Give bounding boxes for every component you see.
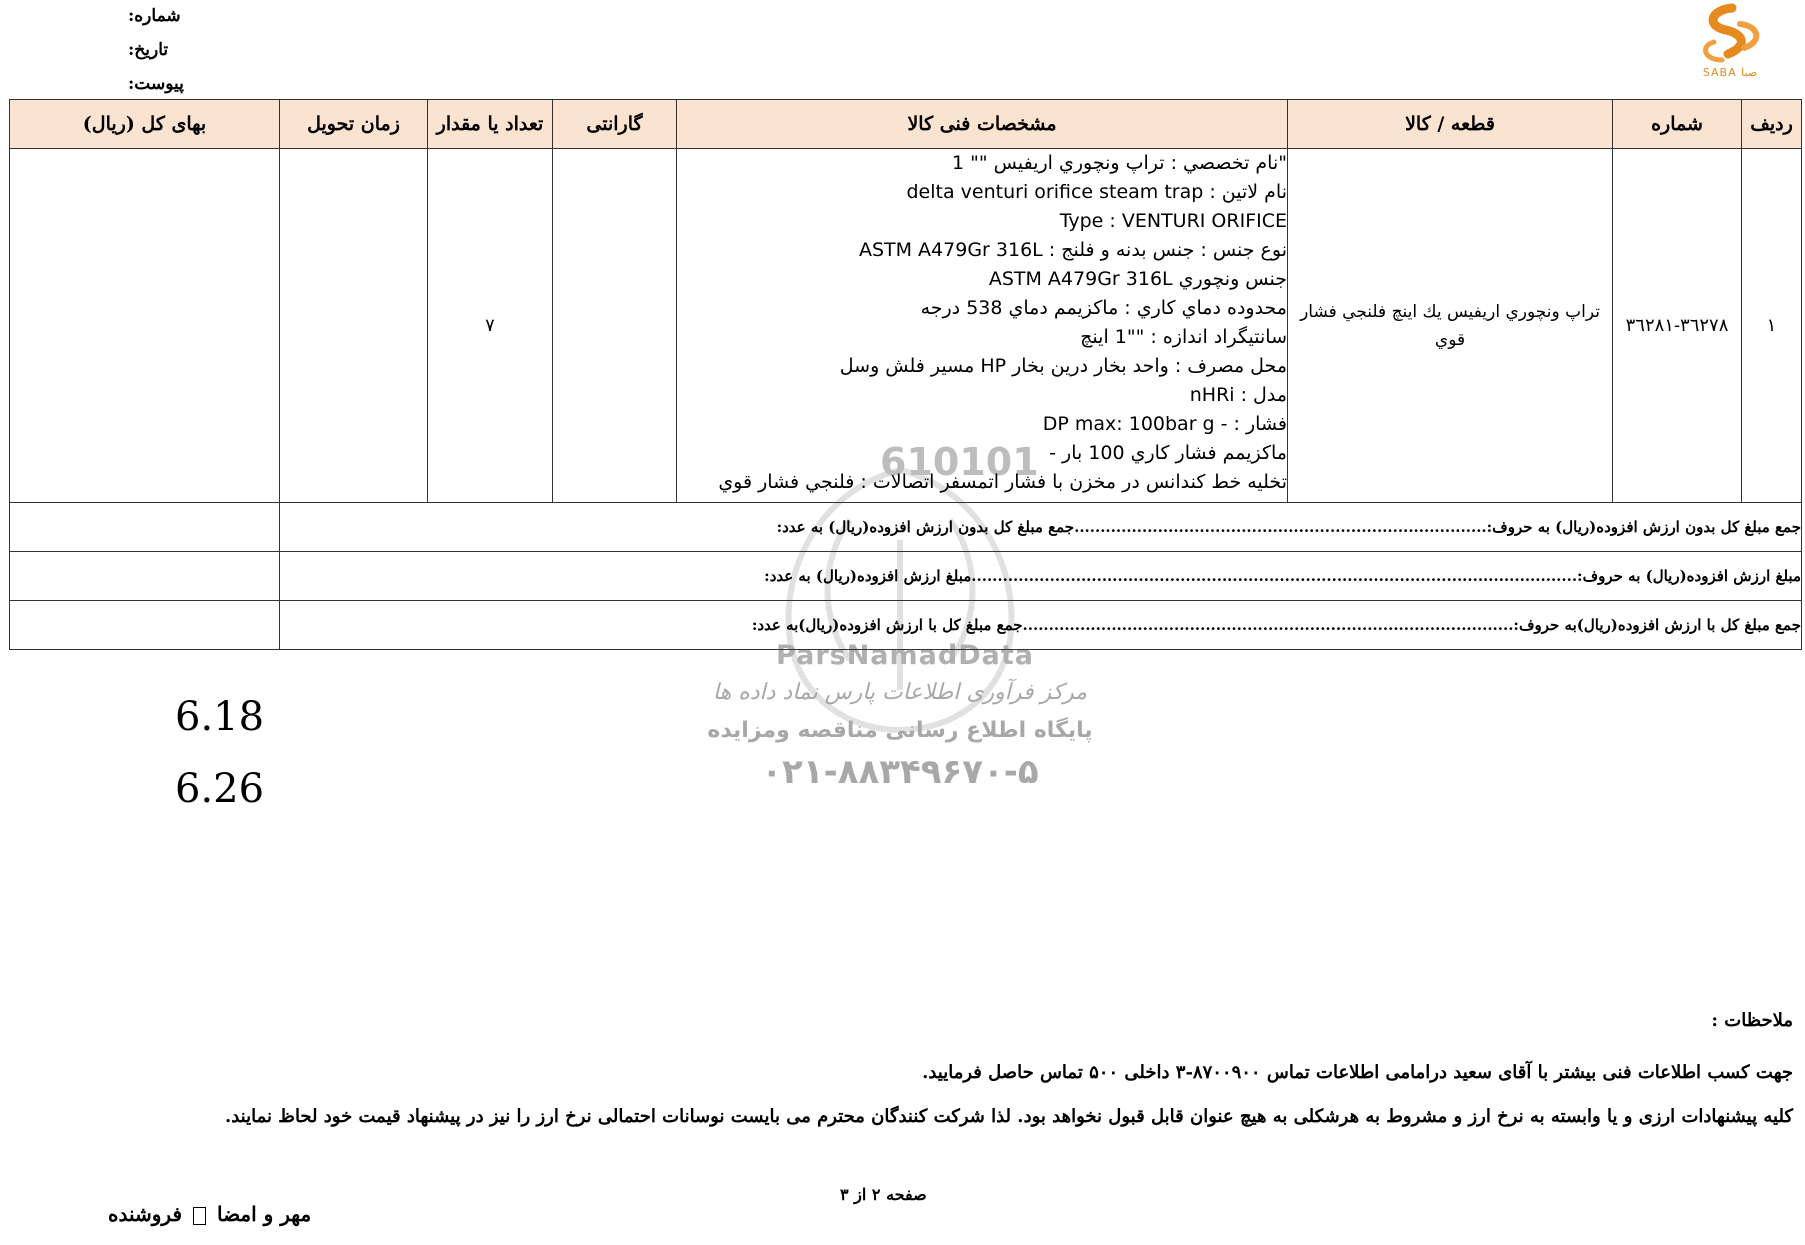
cell-total-price — [10, 149, 280, 503]
number-label: شماره: — [128, 6, 181, 26]
summary-row — [10, 552, 1802, 601]
summary-label — [280, 601, 1802, 650]
watermark-code: 610101 — [880, 440, 1039, 484]
side-number: 6.18 — [175, 694, 265, 740]
header-total-price: بهای کل (ریال) — [10, 100, 280, 149]
sign-suffix: فروشنده — [108, 1202, 183, 1226]
spec-line: "نام تخصصي : تراپ ونچوري اريفيس "" 1 — [951, 152, 1287, 174]
spec-line: نام لاتين : delta venturi orifice steam trap — [906, 181, 1287, 203]
spec-line: محدوده دماي كاري : ماكزيمم دماي 538 درجه — [920, 297, 1287, 319]
summary-digits: جمع مبلغ کل با ارزش افزوده(ریال)به عدد: — [751, 616, 1023, 634]
spec-line: فشار : - DP max: 100bar g — [1042, 413, 1287, 435]
header-part: قطعه / كالا — [1288, 100, 1613, 149]
summary-row — [10, 601, 1802, 650]
spec-line: ماكزيمم فشار كاري 100 بار - — [1049, 442, 1287, 464]
cell-number: ٣٦٢٧٨-٣٦٢٨١ — [1613, 149, 1742, 503]
cell-delivery — [280, 149, 428, 503]
cell-quantity: ٧ — [428, 149, 553, 503]
summary-label — [280, 552, 1802, 601]
summary-digits: جمع مبلغ کل بدون ارزش افزوده(ریال) به عدد: — [776, 518, 1075, 536]
header-guarantee: گارانتی — [553, 100, 677, 149]
summary-words: جمع مبلغ کل بدون ارزش افزوده(ریال) به حروف:............................................................................... — [1074, 518, 1801, 536]
table-row — [10, 149, 1802, 503]
spec-line: نوع جنس : جنس بدنه و فلنج : ASTM A479Gr 316L — [858, 239, 1287, 261]
spec-line: تخليه خط كندانس در مخزن با فشار اتمسفر اتصالات : فلنجي فشار قوي — [718, 471, 1287, 493]
watermark-phone: ۰۲۱-۸۸۳۴۹۶۷۰-۵ — [761, 752, 1039, 792]
cell-part: تراپ ونچوري اريفيس يك اينچ فلنجي فشار قوي — [1288, 149, 1613, 503]
checkbox-icon — [193, 1207, 206, 1225]
summary-label — [280, 503, 1802, 552]
header-radif: رديف — [1742, 100, 1802, 149]
sign-prefix: مهر و امضا — [216, 1202, 312, 1226]
summary-value — [10, 601, 280, 650]
page-number: صفحه ۲ از ۳ — [840, 1185, 927, 1204]
header-quantity: تعداد یا مقدار — [428, 100, 553, 149]
note-line: جهت کسب اطلاعات فنی بیشتر با آقای سعید درامامی اطلاعات تماس ۸۷۰۰۹۰۰-۳ داخلی ۵۰۰ تماس حاصل فرمایید. — [922, 1062, 1793, 1083]
summary-words: مبلغ ارزش افزوده(ریال) به حروف:.................................................................................................................... — [971, 567, 1801, 585]
spec-line: مدل : nHRi — [1189, 384, 1287, 406]
summary-words: جمع مبلغ کل با ارزش افزوده(ریال)به حروف:.............................................................................................. — [1022, 616, 1801, 634]
summary-row — [10, 503, 1802, 552]
date-label: تاريخ: — [128, 40, 169, 60]
watermark-line1: مرکز فرآوری اطلاعات پارس نماد داده ها — [712, 680, 1088, 705]
signature-line — [108, 1202, 311, 1226]
note-line: کلیه پیشنهادات ارزی و یا وابسته به نرخ ارز و مشروط به هرشکلی به هیچ عنوان قابل قبول نخواهد بود. لذا شرکت کنندگان محترم می بایست نوسانات احتمالی نرخ ارز را نیز در پیشنهاد قیمت خود لحاظ نمایند. — [224, 1106, 1793, 1127]
header-spec: مشخصات فنی كالا — [677, 100, 1288, 149]
spec-line: Type : VENTURI ORIFICE — [1059, 210, 1287, 232]
logo-text: SABA صبا — [1702, 66, 1758, 79]
summary-value — [10, 503, 280, 552]
cell-spec — [677, 149, 1288, 503]
cell-radif: ١ — [1742, 149, 1802, 503]
watermark-title: ParsNamadData — [776, 640, 1034, 671]
spec-line: سانتيگراد اندازه : ""1 اينچ — [1080, 326, 1287, 348]
table-header-row — [10, 100, 1802, 149]
items-table — [9, 99, 1802, 650]
watermark-line2: پایگاه اطلاع رسانی مناقصه ومزایده — [707, 718, 1093, 743]
summary-digits: مبلغ ارزش افزوده(ریال) به عدد: — [764, 567, 972, 585]
side-number: 6.26 — [175, 766, 265, 812]
header-number: شماره — [1613, 100, 1742, 149]
summary-value — [10, 552, 280, 601]
header-delivery: زمان تحویل — [280, 100, 428, 149]
spec-line: محل مصرف : واحد بخار درين بخار HP مسير فلش وسل — [839, 355, 1287, 377]
cell-guarantee — [553, 149, 677, 503]
attachment-label: پيوست: — [128, 74, 184, 94]
spec-line: جنس ونچوري ASTM A479Gr 316L — [988, 268, 1287, 290]
notes-title: ملاحظات : — [1711, 1010, 1793, 1031]
